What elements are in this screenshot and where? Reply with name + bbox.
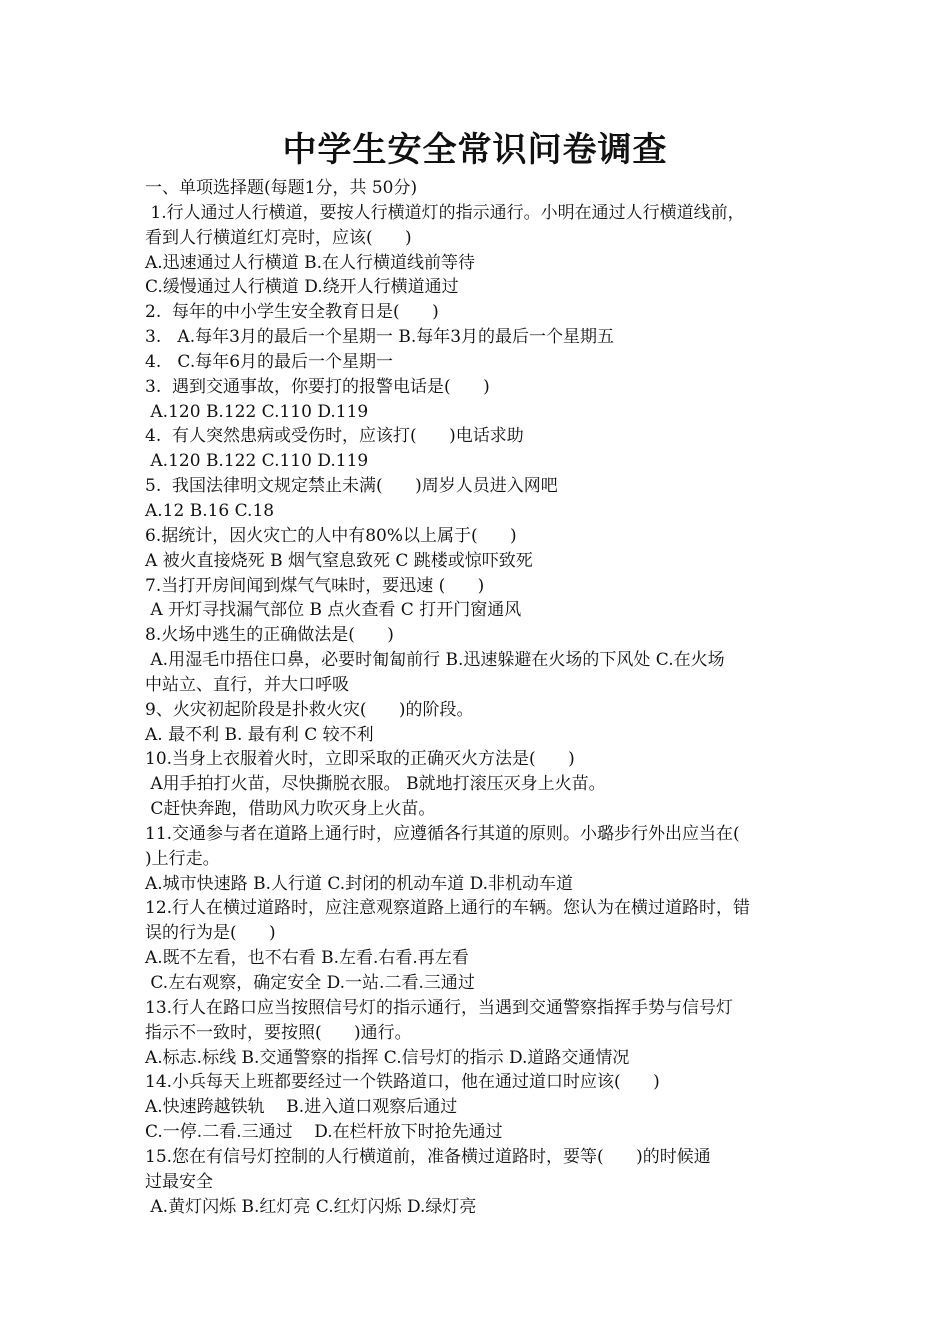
text-line: A.城市快速路 B.人行道 C.封闭的机动车道 D.非机动车道	[145, 873, 574, 894]
text-line: )上行走。	[145, 848, 220, 869]
text-line: 10.当身上衣服着火时，立即采取的正确灭火方法是( )	[145, 749, 575, 770]
text-line: 8.火场中逃生的正确做法是( )	[145, 625, 394, 646]
text-line: 2. 每年的中小学生安全教育日是( )	[145, 302, 439, 323]
text-line: 指示不一致时，要按照( )通行。	[145, 1022, 412, 1043]
text-line: 7.当打开房间闻到煤气气味时，要迅速 ( )	[145, 575, 485, 596]
text-line: A 被火直接烧死 B 烟气窒息致死 C 跳楼或惊吓致死	[145, 550, 533, 571]
text-line: 看到人行横道红灯亮时，应该( )	[145, 227, 412, 248]
text-line: 4. 有人突然患病或受伤时，应该打( )电话求助	[145, 426, 524, 447]
text-line: 中站立、直行，并大口呼吸	[145, 674, 349, 695]
text-line: A. 最不利 B. 最有利 C 较不利	[145, 724, 374, 745]
text-line: A.标志.标线 B.交通警察的指挥 C.信号灯的指示 D.道路交通情况	[145, 1047, 630, 1068]
text-line: 一、单项选择题(每题1分，共 50分)	[145, 178, 418, 198]
text-line: C.一停.二看.三通过 D.在栏杆放下时抢先通过	[145, 1122, 503, 1143]
text-line: C.左右观察，确定安全 D.一站.二看.三通过	[145, 973, 475, 993]
text-line: 过最安全	[145, 1171, 213, 1192]
text-line: 1.行人通过人行横道，要按人行横道灯的指示通行。小明在通过人行横道线前，	[145, 202, 745, 223]
text-line: A.迅速通过人行横道 B.在人行横道线前等待	[145, 252, 475, 273]
text-line: 5. 我国法律明文规定禁止未满( )周岁人员进入网吧	[145, 476, 558, 497]
text-line: A.120 B.122 C.110 D.119	[145, 401, 369, 422]
text-line: 11.交通参与者在道路上通行时，应遵循各行其道的原则。小璐步行外出应当在(	[145, 823, 740, 844]
text-line: 4. C.每年6月的最后一个星期一	[145, 351, 394, 372]
text-line: 13.行人在路口应当按照信号灯的指示通行，当遇到交通警察指挥手势与信号灯	[145, 997, 734, 1018]
text-line: A.既不左看，也不右看 B.左看.右看.再左看	[145, 948, 469, 969]
text-line: 12.行人在横过道路时，应注意观察道路上通行的车辆。您认为在横过道路时，错	[145, 898, 751, 919]
questionnaire-body	[145, 176, 813, 1219]
text-line: A用手拍打火苗，尽快撕脱衣服。 B就地打滚压灭身上火苗。	[145, 774, 606, 795]
text-line: A 开灯寻找漏气部位 B 点火查看 C 打开门窗通风	[145, 600, 522, 621]
text-line: 6.据统计，因火灾亡的人中有80%以上属于( )	[145, 525, 517, 546]
text-line: 3. 遇到交通事故，你要打的报警电话是( )	[145, 376, 490, 397]
text-line: C赶快奔跑，借助风力吹灭身上火苗。	[145, 799, 436, 820]
text-line: A.用湿毛巾捂住口鼻，必要时匍匐前行 B.迅速躲避在火场的下风处 C.在火场	[145, 650, 725, 671]
text-line: A.黄灯闪烁 B.红灯亮 C.红灯闪烁 D.绿灯亮	[145, 1196, 477, 1217]
text-line: A.120 B.122 C.110 D.119	[145, 451, 369, 472]
text-line: 3. A.每年3月的最后一个星期一 B.每年3月的最后一个星期五	[145, 327, 615, 348]
text-line: 15.您在有信号灯控制的人行横道前，准备横过道路时，要等( )的时候通	[145, 1146, 711, 1167]
text-line: A.12 B.16 C.18	[145, 500, 275, 521]
page-title: 中学生安全常识问卷调查	[282, 130, 668, 170]
text-line: 9、火灾初起阶段是扑救火灾( )的阶段。	[145, 699, 474, 720]
text-line: C.缓慢通过人行横道 D.绕开人行横道通过	[145, 277, 459, 298]
text-line: A.快速跨越铁轨 B.进入道口观察后通过	[145, 1097, 458, 1118]
text-line: 14.小兵每天上班都要经过一个铁路道口，他在通过道口时应该( )	[145, 1072, 660, 1093]
text-line: 误的行为是( )	[145, 923, 276, 944]
